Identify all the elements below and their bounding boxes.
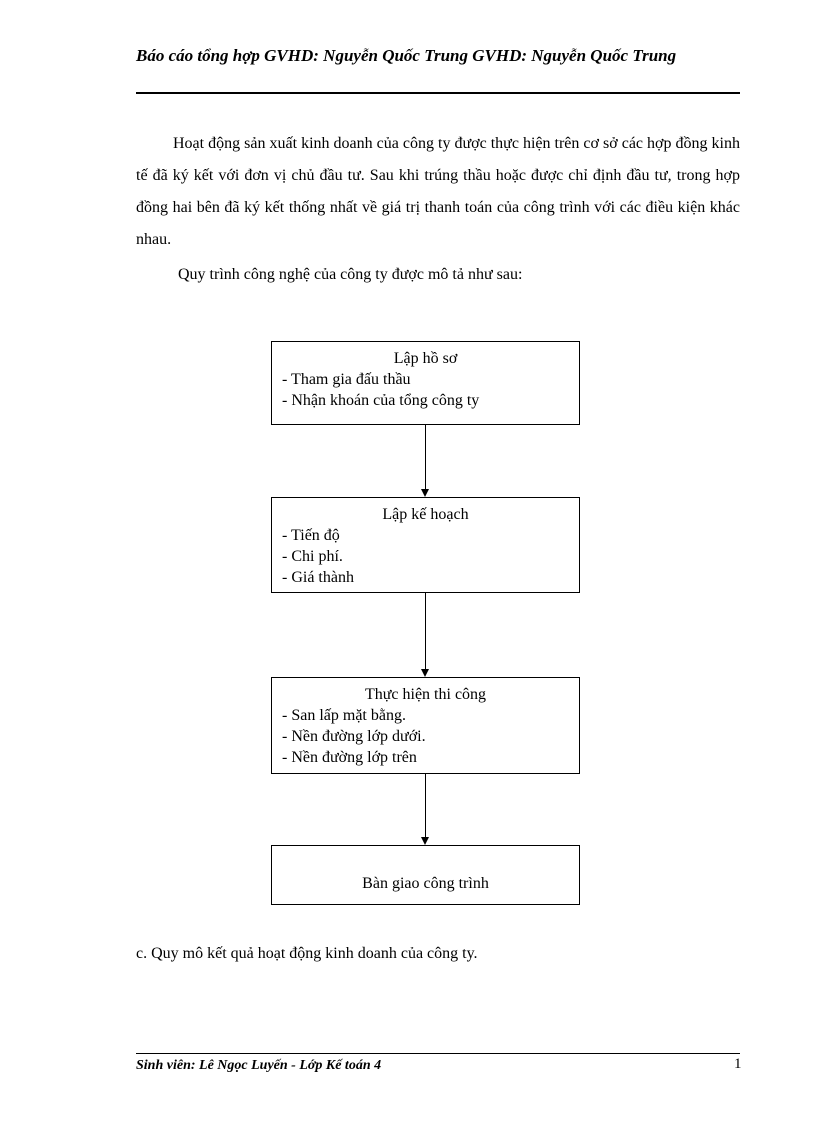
- flow-step-item: - Chi phí.: [282, 548, 343, 565]
- page-header: Báo cáo tổng hợp GVHD: Nguyễn Quốc Trung GVHD: Nguyễn Quốc Trung: [136, 46, 677, 65]
- flow-arrowhead-2: [421, 669, 429, 677]
- flow-step-title: Lập hồ sơ: [393, 350, 458, 367]
- flow-arrow-1: [425, 425, 426, 491]
- flow-step-item: - Nền đường lớp trên: [282, 749, 417, 766]
- intro-paragraph: Hoạt động sản xuất kinh doanh của công ty được thực hiện trên cơ sở các hợp đồng kinh tế đã ký kết với đơn vị chủ đầu tư. Sau khi trúng thầu hoặc được chỉ định đầu tư, trong hợp đồng hai bên đã ký kết thống nhất về giá trị thanh toán của công trình với các điều kiện khác nhau.: [136, 135, 740, 248]
- footer-rule: [136, 1053, 740, 1054]
- process-intro-paragraph: Quy trình công nghệ của công ty được mô tả như sau:: [178, 266, 523, 283]
- flow-arrowhead-1: [421, 489, 429, 497]
- page-footer: Sinh viên: Lê Ngọc Luyến - Lớp Kế toán 4: [136, 1058, 382, 1073]
- header-rule: [136, 92, 740, 94]
- flow-step-prepare-dossier: [271, 341, 580, 425]
- section-heading: c. Quy mô kết quả hoạt động kinh doanh của công ty.: [136, 945, 478, 962]
- page-number: 1: [734, 1056, 742, 1072]
- flow-step-title: Thực hiện thi công: [364, 686, 487, 703]
- flow-step-item: - Nhận khoán của tổng công ty: [282, 392, 480, 409]
- flow-step-item: - San lấp mặt bằng.: [282, 707, 406, 724]
- flow-step-item: - Tiến độ: [282, 527, 340, 544]
- flow-step-handover: [271, 845, 580, 905]
- flow-step-planning: [271, 497, 580, 593]
- flow-arrowhead-3: [421, 837, 429, 845]
- flow-arrow-3: [425, 774, 426, 838]
- flow-step-item: - Giá thành: [282, 569, 354, 586]
- flow-step-construction: [271, 677, 580, 774]
- flow-step-title: Lập kế hoạch: [382, 506, 469, 523]
- flow-arrow-2: [425, 593, 426, 669]
- flow-step-item: - Nền đường lớp dưới.: [282, 728, 426, 745]
- flow-step-title: Bàn giao công trình: [362, 875, 489, 892]
- flow-step-item: - Tham gia đấu thầu: [282, 371, 411, 388]
